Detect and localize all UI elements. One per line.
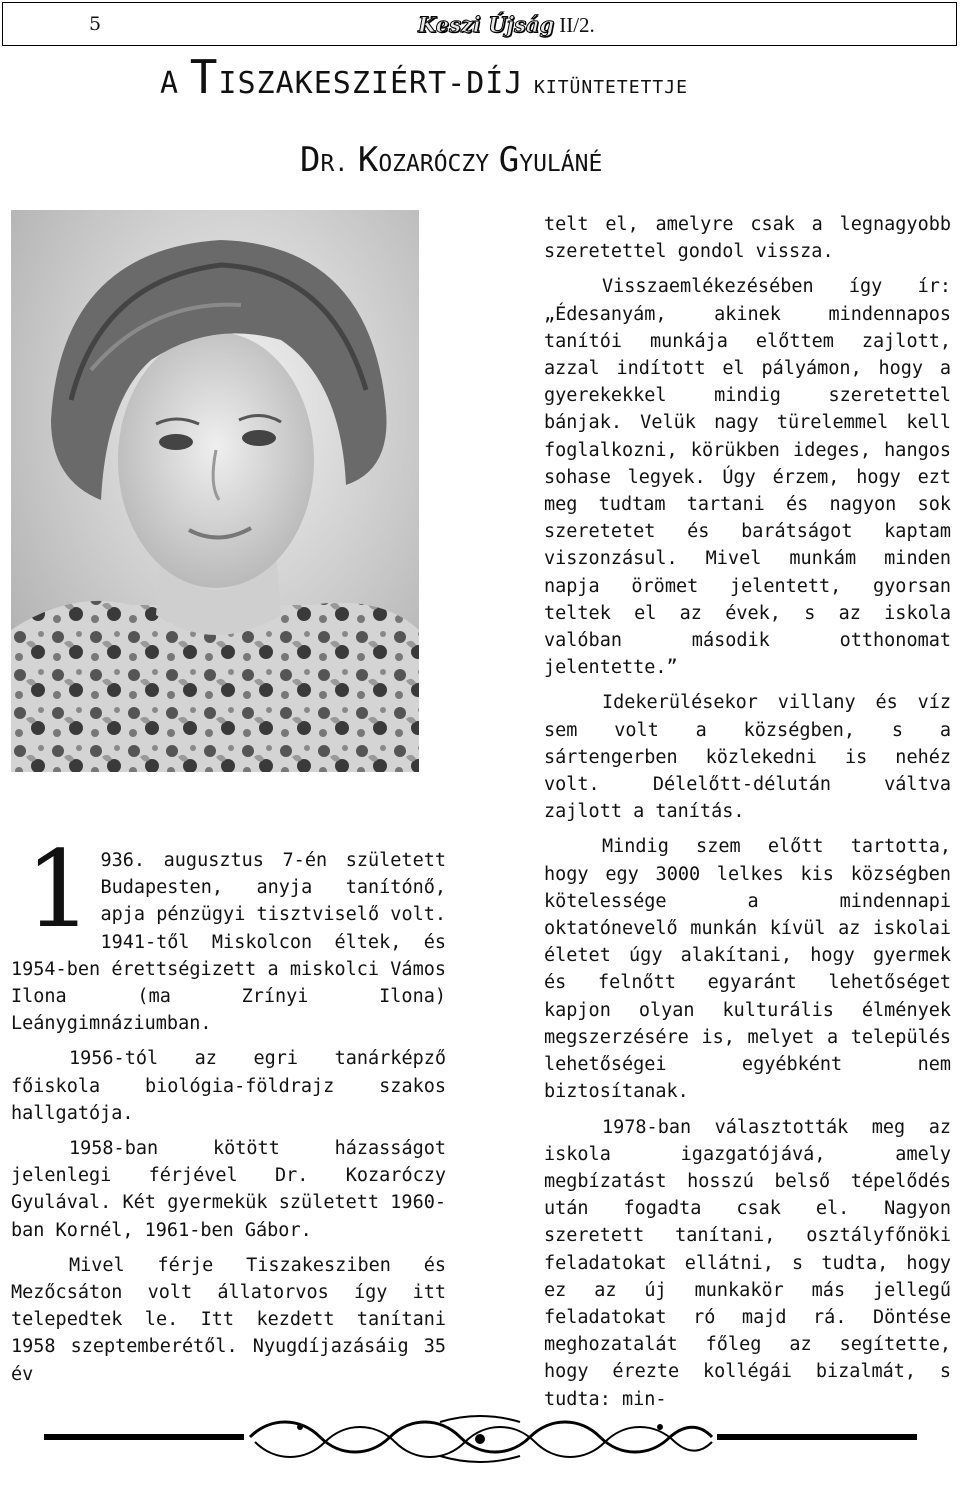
paragraph-tiszakeszi: Mivel férje Tiszakesziben és Mezőcsáton volt állatorvos így itt telepedtek le. Itt kezdett tanítani 1958 szeptemberétől. Nyugdíjazásáig 35 év xyxy=(11,1254,446,1385)
award-title: A TISZAKESZIÉRT-DÍJ KITÜNTETETTJE xyxy=(160,50,688,104)
paragraph-memoir: Visszaemlékezésében így ír: „Édesanyám, akinek mindennapos tanítói munkája előttem zajlott, azzal indított el pályámon, hogy a gyerekekkel mindig szeretettel bánjak. Velük nagy türelemmel kell foglalkozni, körükben ideges, hangos sohase legyek. Úgy érzem, hogy ezt meg tudtam tartani és nagyon sok szeretetet és barátságot kaptam viszonzásul. Mivel munkám minden napja örömet jelentett, gyorsan teltek el az évek, s az iskola valóban második otthonomat jelentette.” xyxy=(544,276,951,679)
page-header xyxy=(2,2,957,46)
left-column xyxy=(11,828,446,1388)
award-subtitle: KITÜNTETETTJE xyxy=(534,77,688,98)
paragraph-director: 1978-ban választották meg az iskola igazgatójává, amely megbízatást hosszú belső tépelődés után fogadta csak el. Nagyon szeretett tanítani, osztályfőnöki feladatokat ellátni, s tudta, hogy ez az új munkakör más jellegű feladatokat ró majd rá. Döntése meghozatalát főleg az segítette, hogy érezte kollégái bizalmát, s tudta: min- xyxy=(544,1116,951,1410)
issue-number: II/2. xyxy=(559,13,595,37)
page-number: 5 xyxy=(89,13,102,35)
paragraph-mission: Mindig szem előtt tartotta, hogy egy 3000 lelkes kis községben kötelessége a mindennapi oktatónevelő munkán kívül az iskolai életet úgy alakítani, hogy gyermek és felnőtt egyaránt lehetőséget kapjon olyan kulturális élmények megszerzésére is, melyet a település lehetőségei egyébként nem biztosítanak. xyxy=(544,836,951,1103)
paragraph-village: Idekerülésekor villany és víz sem volt a községben, s a sártengerben közlekedni is nehéz volt. Délelőtt-délután váltva zajlott a tanítás. xyxy=(544,692,951,823)
newspaper-logo: Keszi Újság xyxy=(418,12,555,37)
portrait-photo xyxy=(11,210,419,772)
paragraph-continuation: telt el, amelyre csak a legnagyobb szeretettel gondol vissza. xyxy=(544,214,951,263)
paragraph-college: 1956-tól az egri tanárképző főiskola biológia-földrajz szakos hallgatója. xyxy=(11,1048,446,1124)
paragraph-marriage: 1958-ban kötött házasságot jelenlegi férjével Dr. Kozaróczy Gyulával. Két gyermekük született 1960-ban Kornél, 1961-ben Gábor. xyxy=(11,1138,446,1241)
paragraph-birth: 1 936. augusztus 7-én született Budapesten, anyja tanítónő, apja pénzügyi tisztviselő volt. 1941-től Miskolcon éltek, és 1954-ben érettségizett a miskolci Vámos Ilona (ma Zrínyi Ilona) Leánygimnáziumban. xyxy=(11,828,446,1035)
portrait-image xyxy=(11,210,419,772)
person-name: DR. KOZARÓCZY GYULÁNÉ xyxy=(300,140,603,180)
drop-cap: 1 xyxy=(25,828,93,951)
decorative-divider xyxy=(0,1412,960,1470)
newspaper-title xyxy=(418,12,595,38)
right-column xyxy=(544,211,951,1413)
